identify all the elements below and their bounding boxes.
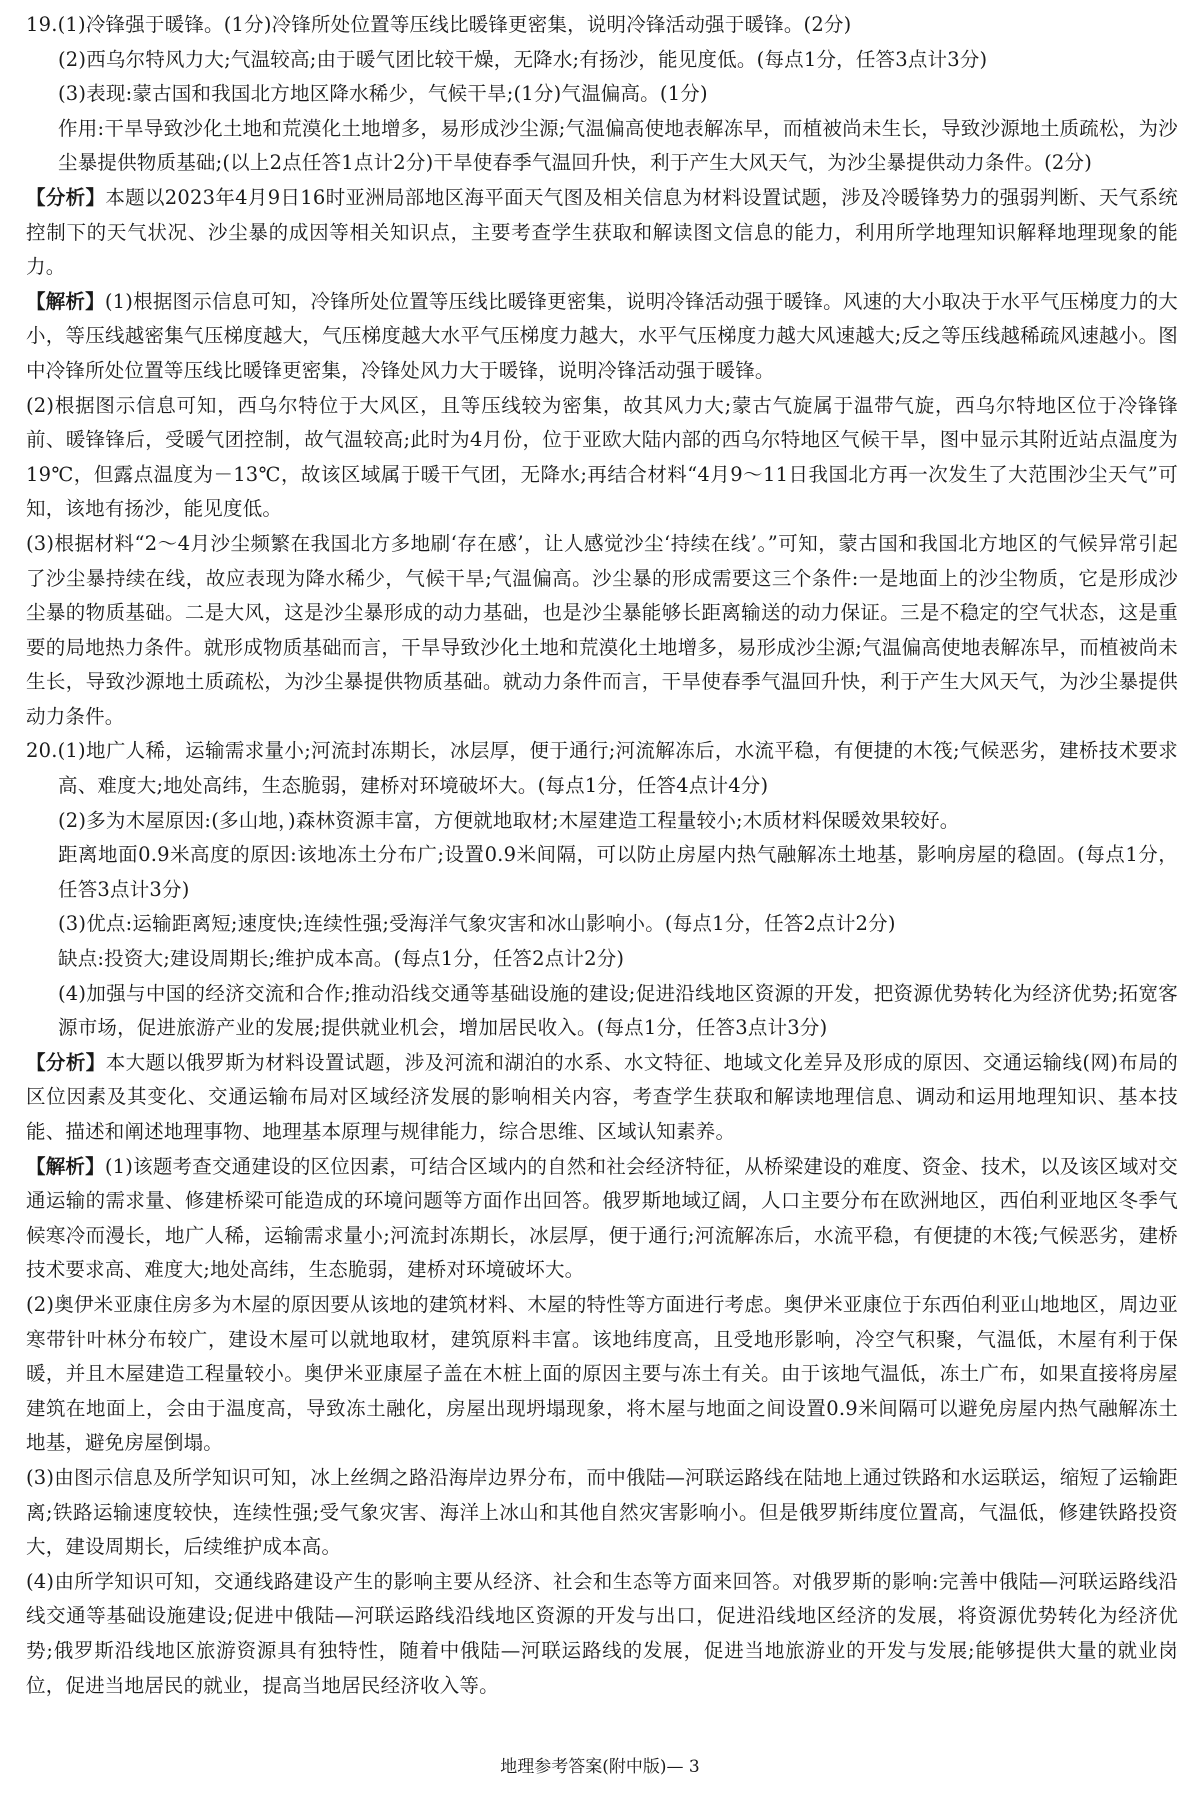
q20-explain-3: (3)由图示信息及所学知识可知，冰上丝绸之路沿海岸边界分布，而中俄陆—河联运路线在陆地上通过铁路和水运联运，缩短了运输距离;铁路运输速度较快，连续性强;受气象灾害、海洋上冰山和其他自然灾害影响小。但是俄罗斯纬度位置高，气温低，修建铁路投资大，建设周期长，后续维护成本高。: [26, 1465, 1178, 1559]
q20-explain-1: [26, 1150, 1178, 1288]
q19-part1: 19.(1)冷锋强于暖锋。(1分)冷锋所处位置等压线比暖锋更密集，说明冷锋活动强于暖锋。(2分): [26, 13, 852, 36]
q19-analysis: [26, 181, 1178, 285]
q20-part2: (2)多为木屋原因:(多山地，)森林资源丰富，方便就地取材;木屋建造工程量较小;木质材料保暖效果较好。: [58, 808, 960, 832]
q19-part3-effect: 作用:干旱导致沙化土地和荒漠化土地增多，易形成沙尘源;气温偏高使地表解冻早，而植被尚未生长，导致沙源地土质疏松，为沙尘暴提供物质基础;(以上2点任答1点计2分)干旱使春季气温回升快，利于产生大风天气，为沙尘暴提供动力条件。(2分): [58, 116, 1178, 175]
q20-explain-2: (2)奥伊米亚康住房多为木屋的原因要从该地的建筑材料、木屋的特性等方面进行考虑。奥伊米亚康位于东西伯利亚山地地区，周边亚寒带针叶林分布较广，建设木屋可以就地取材，建筑原料丰富。该地纬度高，且受地形影响，冷空气积聚，气温低，木屋有利于保暖，并且木屋建造工程量较小。奥伊米亚康屋子盖在木桩上面的原因主要与冻土有关。由于该地气温低，冻土广布，如果直接将房屋建筑在地面上，会由于温度高，导致冻土融化，房屋出现坍塌现象，将木屋与地面之间设置0.9米间隔可以避免房屋内热气融解冻土地基，避免房屋倒塌。: [26, 1292, 1178, 1455]
q20-part2-height: 距离地面0.9米高度的原因:该地冻土分布广;设置0.9米间隔，可以防止房屋内热气融解冻土地基，影响房屋的稳固。(每点1分，任答3点计3分): [58, 843, 1178, 901]
q19-analysis-text: 本题以2023年4月9日16时亚洲局部地区海平面天气图及相关信息为材料设置试题，涉及冷暖锋势力的强弱判断、天气系统控制下的天气状况、沙尘暴的成因等相关知识点，主要考查学生获取和解读图文信息的能力，利用所学地理知识解释地理现象的能力。: [26, 185, 1178, 279]
q20-part3-cons: 缺点:投资大;建设周期长;维护成本高。(每点1分，任答2点计2分): [58, 947, 625, 971]
q19-explain-1-text: (1)根据图示信息可知，冷锋所处位置等压线比暖锋更密集，说明冷锋活动强于暖锋。风速的大小取决于水平气压梯度力的大小，等压线越密集气压梯度越大，气压梯度越大水平气压梯度力越大，水平气压梯度力越大风速越大;反之等压线越稀疏风速越小。图中冷锋所处位置等压线比暖锋更密集，冷锋处风力大于暖锋，说明冷锋活动强于暖锋。: [26, 289, 1178, 382]
page-footer: 地理参考答案(附中版)— 3: [500, 1757, 700, 1777]
q20-analysis-text: 本大题以俄罗斯为材料设置试题，涉及河流和湖泊的水系、水文特征、地域文化差异及形成的原因、交通运输线(网)布局的区位因素及其变化、交通运输布局对区域经济发展的影响相关内容，考查学生获取和解读地理信息、调动和运用地理知识、基本技能、描述和阐述地理事物、地理基本原理与规律能力，综合思维、区域认知素养。: [26, 1050, 1178, 1143]
q19-explain-1: [26, 285, 1178, 389]
analysis-tag: 【分析】: [26, 1050, 106, 1074]
q20-part4: (4)加强与中国的经济交流和合作;推动沿线交通等基础设施的建设;促进沿线地区资源的开发，把资源优势转化为经济优势;拓宽客源市场，促进旅游产业的发展;提供就业机会，增加居民收入。(每点1分，任答3点计3分): [58, 981, 1178, 1040]
answer-page: [26, 8, 1178, 1703]
q20-analysis: [26, 1046, 1178, 1150]
explain-tag: 【解析】: [26, 289, 105, 313]
q20-explain-4: (4)由所学知识可知，交通线路建设产生的影响主要从经济、社会和生态等方面来回答。对俄罗斯的影响:完善中俄陆—河联运路线沿线交通等基础设施建设;促进中俄陆—河联运路线沿线地区资源的开发与出口，促进沿线地区经济的发展，将资源优势转化为经济优势;俄罗斯沿线地区旅游资源具有独特性，随着中俄陆—河联运路线的发展，促进当地旅游业的开发与发展;能够提供大量的就业岗位，促进当地居民的就业，提高当地居民经济收入等。: [26, 1569, 1178, 1697]
q20-part3-pros: (3)优点:运输距离短;速度快;连续性强;受海洋气象灾害和冰山影响小。(每点1分，任答2点计2分): [58, 912, 896, 936]
q20-explain-1-text: (1)该题考查交通建设的区位因素，可结合区域内的自然和社会经济特征，从桥梁建设的难度、资金、技术，以及该区域对交通运输的需求量、修建桥梁可能造成的环境问题等方面作出回答。俄罗斯地域辽阔，人口主要分布在欧洲地区，西伯利亚地区冬季气候寒冷而漫长，地广人稀，运输需求量小;河流封冻期长，冰层厚，便于通行;河流解冻后，水流平稳，有便捷的木筏;气候恶劣，建桥技术要求高、难度大;地处高纬，生态脆弱，建桥对环境破坏大。: [26, 1154, 1178, 1282]
q19-part3: (3)表现:蒙古国和我国北方地区降水稀少，气候干旱;(1分)气温偏高。(1分): [58, 82, 708, 106]
analysis-tag: 【分析】: [26, 185, 106, 209]
q20-part1: 20.(1)地广人稀，运输需求量小;河流封冻期长，冰层厚，便于通行;河流解冻后，水流平稳，有便捷的木筏;气候恶劣，建桥技术要求高、难度大;地处高纬，生态脆弱，建桥对环境破坏大。(每点1分，任答4点计4分): [26, 739, 1178, 798]
q19-explain-3: (3)根据材料“2～4月沙尘频繁在我国北方多地刷‘存在感’，让人感觉沙尘‘持续在线’。”可知，蒙古国和我国北方地区的气候异常引起了沙尘暴持续在线，故应表现为降水稀少，气候干旱;气温偏高。沙尘暴的形成需要这三个条件:一是地面上的沙尘物质，它是形成沙尘暴的物质基础。二是大风，这是沙尘暴形成的动力基础，也是沙尘暴能够长距离输送的动力保证。三是不稳定的空气状态，这是重要的局地热力条件。就形成物质基础而言，干旱导致沙化土地和荒漠化土地增多，易形成沙尘源;气温偏高使地表解冻早，而植被尚未生长，导致沙源地土质疏松，为沙尘暴提供物质基础。就动力条件而言，干旱使春季气温回升快，利于产生大风天气，为沙尘暴提供动力条件。: [26, 531, 1178, 728]
q19-part2: (2)西乌尔特风力大;气温较高;由于暖气团比较干燥，无降水;有扬沙，能见度低。(每点1分，任答3点计3分): [58, 47, 988, 71]
explain-tag: 【解析】: [26, 1154, 105, 1178]
q19-explain-2: (2)根据图示信息可知，西乌尔特位于大风区，且等压线较为密集，故其风力大;蒙古气旋属于温带气旋，西乌尔特地区位于冷锋锋前、暖锋锋后，受暖气团控制，故气温较高;此时为4月份，位于亚欧大陆内部的西乌尔特地区气候干旱，图中显示其附近站点温度为19℃，但露点温度为－13℃，故该区域属于暖干气团，无降水;再结合材料“4月9～11日我国北方再一次发生了大范围沙尘天气”可知，该地有扬沙，能见度低。: [26, 393, 1178, 521]
